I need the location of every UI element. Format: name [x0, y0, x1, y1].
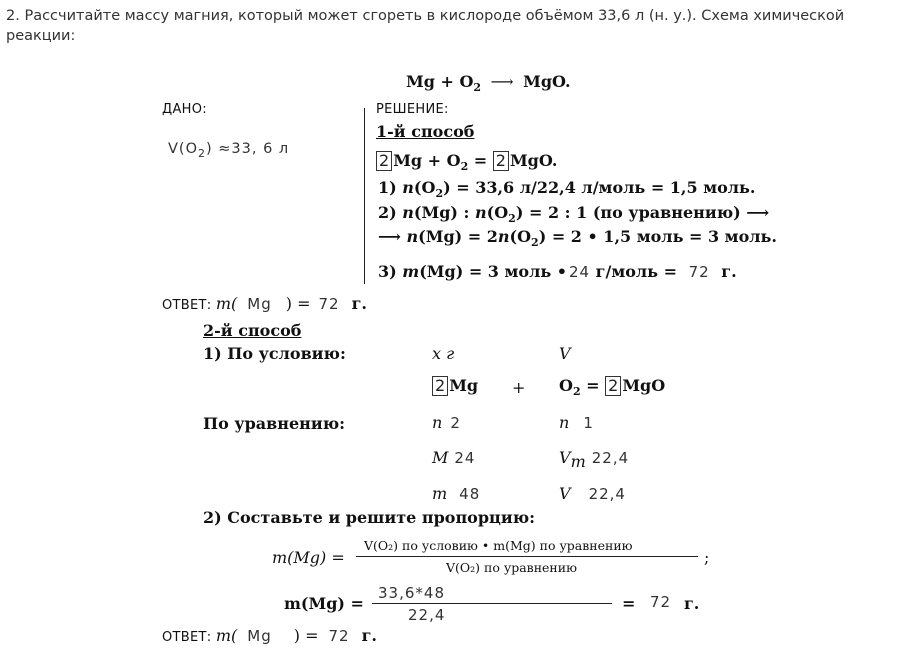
- step2b-arrow: ⟶: [378, 227, 407, 246]
- step-2b: [378, 227, 777, 249]
- scheme-lhs: Mg + O: [406, 72, 474, 91]
- calc-denominator: 22,4: [408, 606, 446, 624]
- given-v: V(O: [168, 141, 198, 157]
- m2-coef-mgo-box: 2: [605, 376, 621, 396]
- task-line-2: реакции:: [6, 28, 76, 44]
- step2b-n2: n: [497, 227, 510, 246]
- answer1-hand-72: 72: [318, 295, 340, 313]
- Vm-val: 22,4: [591, 449, 630, 467]
- step-3: [378, 262, 737, 281]
- n1-sym: n: [432, 413, 443, 432]
- row-n1: [432, 413, 461, 432]
- row-n2: [559, 413, 594, 432]
- step-1: [378, 178, 755, 200]
- step1-rest: ) = 33,6 л/22,4 л/моль = 1,5 моль.: [443, 178, 756, 197]
- formula-denominator: V(O₂) по уравнению: [446, 560, 577, 575]
- answer2-m: m(: [215, 626, 238, 645]
- step2b-o: (O: [509, 227, 532, 246]
- calc-equals: =: [622, 594, 636, 613]
- step2-rest: ) = 2 : 1 (по уравнению) ⟶: [515, 203, 770, 222]
- step3-unit: г/моль =: [590, 262, 683, 281]
- step2-n1: n: [402, 203, 414, 222]
- coef-mgo-box: 2: [493, 151, 509, 171]
- calc-unit: г.: [684, 594, 700, 613]
- coef-mg-box: 2: [376, 151, 392, 171]
- method1-title: 1-й способ: [376, 122, 475, 141]
- step2-o: (O: [486, 203, 509, 222]
- given-label: ДАНО:: [162, 102, 207, 117]
- answer1-label: ОТВЕТ:: [162, 298, 216, 313]
- m2-o2: [559, 376, 665, 398]
- step-2: [378, 203, 769, 225]
- formula-numerator: V(O₂) по условию • m(Mg) по уравнению: [364, 538, 633, 553]
- row-V: [559, 484, 626, 503]
- calc-result: 72: [650, 593, 672, 611]
- step2b-sub: 2: [531, 236, 539, 250]
- m2-mg-text: Mg: [449, 376, 479, 395]
- n1-val: 2: [450, 414, 461, 432]
- step3-end: г.: [715, 262, 737, 281]
- formula-semicolon: ;: [704, 548, 710, 567]
- answer1-m: m(: [215, 294, 238, 313]
- given-sub: 2: [198, 146, 206, 160]
- formula-lhs: [272, 548, 345, 567]
- m2-mg: [432, 376, 478, 396]
- calc-lhs-text: m(Mg) =: [284, 594, 364, 613]
- task-line-1: 2. Рассчитайте массу магния, который может сгореть в кислороде объёмом 33,6 л (н. у.). Схема химической: [6, 8, 845, 24]
- V-val: 22,4: [588, 485, 626, 503]
- cond-label: 1) По условию:: [203, 344, 346, 363]
- eq-mid: Mg + O: [393, 151, 461, 170]
- calc-lhs: [284, 594, 364, 613]
- answer-1: [162, 294, 367, 313]
- solution-label: РЕШЕНИЕ:: [376, 102, 449, 117]
- step1-n: n: [402, 178, 414, 197]
- row-Vm: [559, 448, 629, 471]
- reaction-scheme: [406, 72, 571, 94]
- m-val: 48: [459, 485, 481, 503]
- step2-sub: 2: [508, 212, 516, 226]
- given-rest: ) ≈33, 6 л: [206, 141, 290, 157]
- row-M: [432, 448, 475, 467]
- eq-equals: =: [468, 151, 493, 170]
- m2-eq: =: [580, 376, 606, 395]
- step3-num: 3): [378, 262, 403, 281]
- step3-m: m: [402, 262, 420, 281]
- scheme-rhs: MgO.: [523, 72, 571, 91]
- given-value: [168, 141, 289, 160]
- step1-sub: 2: [435, 187, 444, 201]
- m2-coef-mg-box: 2: [432, 376, 448, 396]
- step1-num: 1): [378, 178, 403, 197]
- calc-fraction-line: [372, 603, 612, 604]
- answer2-hand-72: 72: [328, 627, 350, 645]
- step3-text: (Mg) = 3 моль •: [419, 262, 568, 281]
- calc-numerator: 33,6*48: [378, 584, 445, 602]
- eq-mgo: MgO.: [509, 151, 558, 170]
- answer1-unit: г.: [351, 294, 367, 313]
- formula-fraction-line: [356, 556, 698, 557]
- step2b-mg: (Mg) = 2: [418, 227, 498, 246]
- row-m: [432, 484, 480, 503]
- m2-o: O: [559, 376, 573, 395]
- m2-mgo: MgO: [622, 376, 666, 395]
- Vm-sym: V: [559, 448, 571, 467]
- solution-equation: [376, 151, 557, 173]
- eq-sub: 2: [460, 160, 469, 174]
- step3-hand-72: 72: [688, 263, 710, 281]
- cond-x: x г: [432, 344, 455, 363]
- step2b-n1: n: [406, 227, 419, 246]
- m2-plus: +: [512, 378, 526, 397]
- scheme-sub: 2: [473, 81, 482, 95]
- formula-lhs-text: m(Mg) =: [272, 548, 345, 567]
- M-sym: M: [432, 448, 449, 467]
- answer2-close: ) =: [293, 626, 319, 645]
- answer2-label: ОТВЕТ:: [162, 630, 216, 645]
- step2b-rest: ) = 2 • 1,5 моль = 3 моль.: [538, 227, 777, 246]
- V-sym: V: [559, 484, 571, 503]
- scheme-arrow: ⟶: [490, 72, 514, 91]
- step2-mg: (Mg) :: [413, 203, 476, 222]
- step2-num: 2): [378, 203, 403, 222]
- Vm-sub: m: [570, 452, 586, 472]
- n2-sym: n: [559, 413, 570, 432]
- n2-val: 1: [583, 414, 594, 432]
- answer-2: [162, 626, 377, 645]
- step1-o: (O: [413, 178, 436, 197]
- m2-o-sub: 2: [572, 385, 581, 399]
- cond-v: V: [559, 344, 571, 363]
- M-val: 24: [454, 449, 476, 467]
- m-sym: m: [432, 484, 448, 503]
- answer1-hand-mg: Mg: [247, 295, 272, 313]
- answer2-unit: г.: [361, 626, 377, 645]
- prop-label: 2) Составьте и решите пропорцию:: [203, 508, 536, 527]
- method2-title: 2-й способ: [203, 321, 302, 340]
- answer1-close: ) =: [285, 294, 311, 313]
- given-solution-divider: [364, 108, 365, 284]
- step3-hand-24: 24: [569, 263, 591, 281]
- eq-label: По уравнению:: [203, 414, 346, 433]
- answer2-hand-mg: Mg: [247, 627, 272, 645]
- step2-n2: n: [475, 203, 487, 222]
